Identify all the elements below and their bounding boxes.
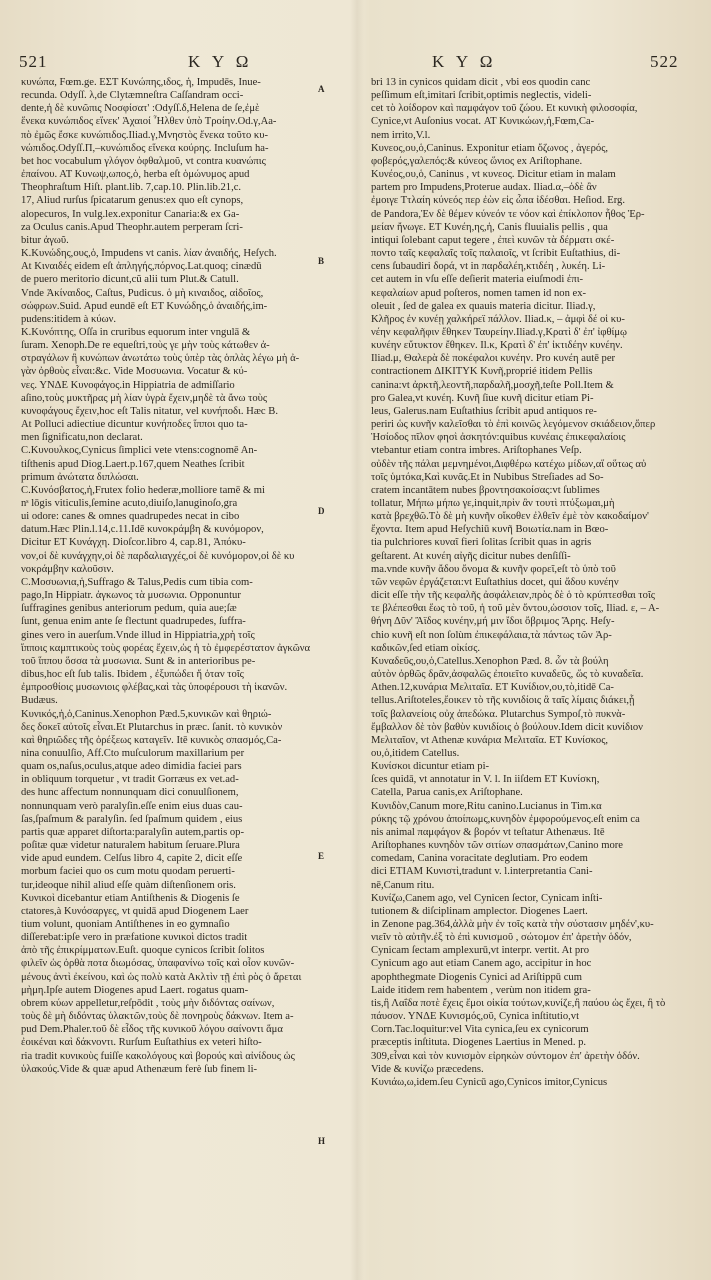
text-line: ma.vnde κυνῆν ἄδου ὄνομα & κυνῆν φορεῖ,eſt τὸ ὑπὸ τοῦ xyxy=(371,563,616,575)
text-line: νώπιδος.Odyſſ.Π,–κυνώπιδος εἵνεκα κούρης. Incluſum ha- xyxy=(21,142,269,154)
text-line: ctatores,à Κυνόσαργες, vt quidā apud Diogenem Laer xyxy=(21,905,249,917)
text-line: pud Dem.Phaler.τοῦ δὲ εἶδος τῆς κυνικοῦ λόγου σαίνοντι ἅμα xyxy=(21,1024,283,1036)
text-line: tium volunt, quoniam Antiſthenes in eo gymnaſio xyxy=(21,919,230,930)
text-line: αὐτὸν ὀρθῶς δρᾶν,ἀσφαλῶς ἐποιεῖτο κυναδεῦς, ὥς τὸ κυναδεῖα. xyxy=(371,669,644,681)
text-line: Cynice,vt Auſonius vocat. ΑΤ Κυνικώων,ἡ,Fœm,Ca- xyxy=(371,116,595,128)
text-line: τοῖς ὑμτόκα,Καὶ κυνᾶς.Et in Nubibus Streſiades ad So- xyxy=(371,471,604,483)
text-line: ἕνεκα κυνώπιδος εἵνεκ' Ἀχαιοί Ἦλθεν ὑπὸ Τροίην.Od.γ,Aa- xyxy=(21,116,277,128)
text-line: μείαν ἤνωγε. ΕΤ Κυνέη,ης,ἡ, Canis fluuialis pellis , qua xyxy=(371,221,608,233)
text-line: C.Μοσυωνια,ἡ,Suffrago & Talus,Pedis cum tibia com- xyxy=(21,576,253,588)
text-line: ἀπὸ τῆς ἐπικρίμματων.Euſt. quoque cynicos ſcribit ſolitos xyxy=(21,945,265,957)
text-line: bri 13 in cynicos quidam dicit , vbi eos quodin canc xyxy=(371,77,591,88)
margin-letter: E xyxy=(318,851,325,861)
text-line: chio κυνῆ eſt non ſolùm ἐπικεφάλαια,τὰ πάντως τῶν Ἀρ- xyxy=(371,629,612,641)
text-line: datum.Hæc Plin.l.14,c.11.Idē κυνοκράμβη & κυνόμορον, xyxy=(21,524,264,536)
text-line: At Polluci adiectiue dicuntur κυνήποδες ἵπποι quo ta- xyxy=(21,419,248,431)
text-line: Cynicum ago aut etiam Canem ago, accipitur in hoc xyxy=(371,958,592,970)
text-line: Vnde Ἀκίναιδος, Caſtus, Pudicus. ὁ μὴ κιναιδος, αἰδοῖος, xyxy=(21,287,264,299)
text-line: Ariſtophanes κυνηδὸν τῶν σιτίων σπασμάτων,Canino more xyxy=(371,840,623,852)
text-line: cet autem in vſu eſſe deſierit materia eiuſmodi ἐπι- xyxy=(371,274,584,286)
text-line: cratem incantātem nubes βροντησακοίσας:vt ſublimes xyxy=(371,484,600,496)
text-line: nem irrito,V.l. xyxy=(371,129,431,141)
text-line: 309,εἶναι καὶ τὸν κυνισμὸν εἰρηκὼν σύντομον ἐπ' ἀρετὴν ὁδόν. xyxy=(371,1050,640,1062)
text-line: tutionem & diſciplinam amplector. Diogenes Laert. xyxy=(371,905,588,917)
text-line: κεφαλαίων apud poſteros, nomen tamen id non ex- xyxy=(371,287,587,299)
text-line: οὐδὲν τῆς πάλαι μεμνημένοι,Διφθέρω κατέχω μίδων,αἵ οὕτως αὐ xyxy=(371,458,647,470)
text-line: νες. ΥΝΔΕ Κυνοφάγος.in Hippiatria de admiſſario xyxy=(21,379,235,391)
text-line: Corn.Tac.loquitur:vel Vita cynica,ſeu ex cynicorum xyxy=(371,1024,589,1036)
running-header xyxy=(0,52,711,76)
text-line: φιλεῖν ὡς ὀρθὰ ποτα διωμόσας, ὑπαφανίνω τοῖς καὶ οἷον κυνῶν- xyxy=(21,958,295,970)
margin-letters xyxy=(318,76,368,1266)
text-line: tiſthenis apud Diog.Laert.p.167,quem Neathes ſcribit xyxy=(21,458,245,470)
text-line: γὰν ὀρθοὺς εἶναι:&c. Vide Μοσυωνια. Vocatur & κύ- xyxy=(21,366,248,378)
text-line: aſino,τοὺς μυκτῆρας μὴ λίαν ὑγρὰ ἔχειν,μηδὲ τὰ ἄνω τοὺς xyxy=(21,392,268,404)
text-line: κατὰ βρεχθῶ.Τὸ δὲ μὴ κυνῆν οἴκοθεν ἐλθεῖν ἐμὲ τὸν κακοδαίμον' xyxy=(371,511,649,523)
text-line: canina:vt ἀρκτῆ,λεοντῆ,παρδαλῆ,μοσχῆ,teſte Poll.Item & xyxy=(371,379,614,391)
text-line: ſuram. Xenoph.De re equeſtri,τοὺς γε μὴν τοὺς κάτωθεν ἀ- xyxy=(21,340,270,352)
text-line: νοκράμβην καλοῦσιν. xyxy=(21,563,114,575)
text-line: bet hoc vocabulum γλόγον ὀφθαλμοῦ, vt contra κυανώπις xyxy=(21,155,266,167)
text-line: Laide itidem rem habentem , verùm non itidem gra- xyxy=(371,984,591,996)
text-line: Κυνίσκοι dicuntur etiam pi- xyxy=(371,761,490,773)
text-line: ρύκης τῷ χρόνου ἀποίπωμς,κυνηδὸν ἐμφορούμενος.eſt enim ca xyxy=(371,813,640,825)
text-line: 17, Aliud rurſus ſpicatarum genus:ex quo eſt cynops, xyxy=(21,195,244,207)
text-line: ſas,ſpaſmum & paralyſin. ſed ſpaſmum quidem , eius xyxy=(21,813,243,825)
page-number-right: 522 xyxy=(650,52,679,71)
text-line: pro Galea,vt κυνέη. Κυνῆ ſiue κυνῆ dicitur etiam Pi- xyxy=(371,392,594,404)
text-line: ὑλακούς.Vide & quæ apud Athenæum ferè ſub finem li- xyxy=(21,1063,258,1075)
text-line: κυνέην εὔτυκτον ἔθηκεν. Il.κ, Κρατὶ δ' ἐπ' ἰκτιδέην κυνέην. xyxy=(371,340,623,352)
text-line: νέην κεφαλῆφιν ἔθηκεν Ταυρείην.Iliad.γ,Κρατὶ δ' ἐπ' ἰφθίμῳ xyxy=(371,326,628,338)
running-headword-left: Κ Υ Ω xyxy=(188,52,253,71)
text-line: leus, Galerus.nam Euſtathius ſcribit apud antiquos re- xyxy=(371,405,597,417)
text-line: ſunt, genua enim ante ſe flectunt quadrupedes, ſuffra- xyxy=(21,616,246,628)
text-line: πὸ ἐμῶς ἔσκε κυνώπιδος.Iliad.γ,Μνηστὸς ἕνεκα τοῦτο κυ- xyxy=(21,129,269,141)
text-line: Ἡσίοδος πῖλον φησὶ ἀσκητόν:quibus κυνέαις ἐπικεφαλαίοις xyxy=(371,432,626,444)
text-line: nina conuulſio, Aff.Cto muſculorum maxillarium per xyxy=(21,747,245,759)
text-line: tia pulchriores κυναῖ fieri ſolitas ſcribit quas in agris xyxy=(371,537,592,549)
text-line: νον,οἱ δὲ κυνάγχην,οἱ δὲ παρδαλιαγχές,οἱ δὲ κυνόμορον,οἱ δὲ κυ xyxy=(21,550,295,562)
text-line: in obliquum torquetur , vt tradit Gorræus ex vet.ad- xyxy=(21,774,239,786)
text-line: bitur ἀγωῦ. xyxy=(21,234,69,246)
text-line: Κυνίζω,Canem ago, vel Cynicen ſector, Cynicam inſti- xyxy=(371,892,603,904)
text-line: Vide & κυνίζω præcedens. xyxy=(371,1063,484,1075)
text-line: φοβερός,γαλεπός:& κύνεος ὥνιος ex Ariſtophane. xyxy=(371,155,583,167)
text-line: At Κιναιδές eidem eſt ἀπληγής,πόρνος.Lat.quoq; cinædū xyxy=(21,261,262,273)
text-line: ἵπποις καμπτικοὺς τοὺς φορέας ἔχειν,ὡς ἡ τὸ ἐμφερέστατον ἀγκῶνα xyxy=(21,642,311,654)
margin-letter: D xyxy=(318,506,325,516)
text-line: ria tradit κυνικοὺς fuiſſe κακολόγους καὶ βορούς καὶ αἰνίδους ὡς xyxy=(21,1050,295,1062)
text-line: quam os,naſus,oculus,atque adeo dimidia faciei pars xyxy=(21,761,242,773)
text-line: ui odore: canes & omnes quadrupedes necat in cibo xyxy=(21,511,240,523)
text-line: Κ.Κυνώδης,ους,ὁ, Impudens vt canis. λίαν ἀναιδής, Heſych. xyxy=(21,248,277,260)
text-line: ἐμοιγε Ττλαίη κύνεός περ ἐὼν εἰς ὦπα ἰδέσθαι. Heſiod. Erg. xyxy=(371,195,626,207)
text-line: πάυσον. ΥΝΔΕ Κυνισμός,οῦ, Cynica inſtitutio,vt xyxy=(371,1011,580,1023)
text-line: geſtarent. At κυνέη αἰγῆς dicitur nubes denſiſſi- xyxy=(371,550,571,562)
margin-letter: B xyxy=(318,256,325,266)
text-line: partem pro Impudens,Proterue audax. Iliad.α,–ὁδὲ ἂν xyxy=(371,182,597,194)
text-line: Κυναδεῦς,ου,ὁ,Catellus.Xenophon Pæd. 8. ὧν τὰ βούλη xyxy=(371,655,609,667)
text-line: Athen.12,κυνάρια Μελιταῖα. ΕΤ Κυνίδιον,ου,τὸ,itidē Ca- xyxy=(371,682,614,694)
text-line: apophthegmate Diogenis Cynici ad Ariſtippū cum xyxy=(371,971,582,983)
text-line: cens ſubaudiri δορά, vt in παρδαλέη,κτιδέη , λυκέη. Li- xyxy=(371,261,606,273)
text-line: peſſimum eſt,imitari ſcribit,optimis neglectis, videli- xyxy=(371,90,592,102)
text-line: ου,ὁ,itidem Catellus. xyxy=(371,747,460,759)
text-line: τε βλέπεσθαι ἕως τὸ τοῦ, ἡ τοῦ μὲν ὄντου,ὡσσιον τοῖς, Iliad. ε, – Α- xyxy=(371,603,660,615)
text-line: ſces quidā, vt annotatur in V. l. In iiſdem ΕΤ Κυνίσκη, xyxy=(371,774,600,786)
text-line: tis,ἢ Λαΐδα ποτὲ ἔχεις ἔμοι οἰκία τούτων,κυνίζε,ἢ παύου ὡς ἔχει, ἢ τὸ xyxy=(371,997,666,1009)
margin-letter: A xyxy=(318,84,325,94)
text-line: Budæus. xyxy=(21,695,58,707)
text-line: καὶ θηριῶδες τῆς ὀρέξεως καταγεῖν. Itē κυνικὸς σπασμός,Ca- xyxy=(21,734,282,746)
text-line: κυνώπα, Fœm.ge. ΕΣΤ Κυνώπης,ιδος, ἡ, Impudēs, Inue- xyxy=(21,77,261,88)
text-line: oleuit , ſed de galea ex quauis materia dicitur. Iliad.γ, xyxy=(371,300,596,312)
text-line: ἔχοντα. Item apud Heſychiū κυνῆ Βοιωτία.nam in Bœo- xyxy=(371,524,609,536)
text-line: dente,ἡ δὲ κυνῶπις Νοσφίσατ' :Odyſſ.δ,Helena de ſe,ἐμὲ xyxy=(21,103,260,115)
text-line: Μελιταῖον, vt Athenæ κυνάρια Μελιταῖα. ΕΤ Κυνίσκος, xyxy=(371,734,609,746)
text-line: morbum faciei quo os cum motu quodam peruerti- xyxy=(21,866,235,878)
text-line: τοῦ ἵππου ὅσσα τὰ μυσωνια. Sunt & in anterioribus pe- xyxy=(21,655,256,667)
text-line: τοὺς δὲ μὴ διδόντας ὑλακτῶν,τοὺς δὲ πονηροὺς δάκνων. Item a- xyxy=(21,1011,294,1023)
text-line: Κυνέος,ου,ὁ, Caninus , vt κυνεος. Dicitur etiam in malam xyxy=(371,169,616,181)
right-column xyxy=(371,76,667,1266)
text-line: nˢ lōgis viticulis,ſemine acuto,diuiſo,lanuginoſo,gra xyxy=(21,498,238,509)
text-line: μὴμη.Ipſe autem Diogenes apud Laert. rogatus quam- xyxy=(21,984,249,996)
text-line: C.Κυνόσβατος,ἡ,Frutex folio hederæ,molliore tamē & mi xyxy=(21,484,265,496)
text-line: nonnunquam verò paralyſin.eſſe enim eius duas cau- xyxy=(21,800,243,812)
text-line: intiqui ſolebant caput tegere , ἐπεὶ κυνῶν τὰ δέρματι σκέ- xyxy=(371,234,615,246)
text-line: νιεῖν τὸ αὐτῆν.ἐξ τὸ ἐπὶ κυνισμοῦ , σώτομον ἐπ' ἀρετὴν ὁδόν, xyxy=(371,932,632,944)
text-line: men ſignificatu,non declarat. xyxy=(21,432,143,444)
text-line: dibus,hoc eſt ſub talis. Ibidem , ἐξυπώδει ἥ ὁταν τοῖς xyxy=(21,669,244,681)
text-line: de puero meritorio dicunt,cũ alii tum Plut.& Catull. xyxy=(21,274,239,286)
text-line: periri ὡς κυνῆν καλεῖσθαι τὸ ἐπὶ κοινῶς λεγόμενον σκιάδειον,ὅπερ xyxy=(371,419,656,431)
text-line: præceptis inſtituta. Diogenes Laertius in Mened. p. xyxy=(371,1037,587,1049)
text-line: de Pandora,Ἐν δὲ θέμεν κύνεόν τε νόον καὶ ἐπίκλοπον ἦθος Ἑρ- xyxy=(371,208,645,220)
text-line: ἔμβαλλον δὲ τὸν βαθὺν κυνιδίοις ὁ βούλουν.Idem dicit κυνίδιον xyxy=(371,721,643,733)
text-line: pago,In Hippiatr. ἀγκωνος τὰ μυσωνια. Opponuntur xyxy=(21,590,241,602)
text-line: alopecuros, In vulg.lex.exponitur Canaria:& ex Ga- xyxy=(21,208,240,220)
text-line: diſſerebat:ipſe vero in præfatione κυνικοὶ dictos tradit xyxy=(21,932,248,944)
text-line: nis animal παμφάγον & βορόν vt teſtatur Athenæus. Itē xyxy=(371,826,605,838)
text-line: ποντο ταῖς κεφαλαῖς τοῖς παλαιοῖς, vt ſcribit Euſtathius, di- xyxy=(371,248,621,260)
left-column xyxy=(21,76,317,1266)
text-line: στραγάλων ἢ κυνώπων ἀνωτάτω τοὺς ὑπὲρ τὰς ὁπλὰς λέγω μὴ ἀ- xyxy=(21,353,300,365)
text-line: dicit eſſe τὴν τῆς κεφαλῆς ἀσφάλειαν,πρὸς δὲ ὁ τὸ κρύπτεσθαι τοῖς xyxy=(371,590,655,602)
text-line: ſuffragines genibus anteriorum pedum, quia aue;ſæ xyxy=(21,603,237,615)
text-line: vtebantur etiam contra imbres. Ariſtophanes Veſp. xyxy=(371,445,582,457)
text-line: τοῖς βαλανείοις οὐχ ἀπεδώκα. Plutarchus Sympoſ,τὸ πυκνὰ- xyxy=(371,708,626,720)
text-line: Dicitur ΕΤ Κυνάγχη. Dioſcor.libro 4, cap.81, Ἀπόκυ- xyxy=(21,537,246,549)
text-line: vide apud eundem. Celſus libro 4, capite 2, dicit eſſe xyxy=(21,853,243,865)
text-line: dici ΕΤΙΑΜ Κυνιστὶ,tradunt v. l.interpretantia Cani- xyxy=(371,866,593,878)
margin-letter: H xyxy=(318,1136,326,1146)
text-line: tollatur, Μήπω μήπω γε,inquit,πρὶν ἂν τουτὶ πτύξωμαι,μὴ xyxy=(371,498,615,509)
text-line: Κυνιδὸν,Canum more,Ritu canino.Lucianus in Tim.κα xyxy=(371,800,602,812)
text-line: tellus.Ariſtoteles,ἔοικεν τὸ τῆς κυνιδίοις ἃ ταῖς λίμαις διάκει,ᾗ xyxy=(371,695,635,707)
text-line: Cynicam ſectam amplexurū,vt interpr. vertit. At pro xyxy=(371,945,589,957)
text-line: Theophraſtum Hiſt. plant.lib. 7,cap.10. Plin.lib.21,c. xyxy=(21,182,242,194)
text-line: Catella, Parua canis,ex Ariſtophane. xyxy=(371,787,523,799)
text-line: za Oculus canis.Apud Theophr.autem perperam ſcri- xyxy=(21,221,243,233)
text-line: recunda. Odyſſ. λ,de Clytæmneſtra Caſſandram occi- xyxy=(21,90,244,102)
text-line: contractionem ΔΙΚΙΤΥΚ Κυνῆ,proprié itidem Pellis xyxy=(371,366,593,378)
text-line: ἐμπροσθίοις μυσωνιοις φλέβας,καὶ τὰς ὑποφέρουσι τὴ ἱκανῶν. xyxy=(21,682,288,694)
page-number-left: 521 xyxy=(19,52,48,71)
text-line: Κυνικοὶ dicebantur etiam Antiſthenis & Diogenis ſe xyxy=(21,892,240,904)
text-line: in Zenone pag.364,ἀλλὰ μὴν ἐν τοῖς κατὰ τὴν σύστασιν μηδέν',κυ- xyxy=(371,919,654,930)
text-line: Κ.Κυνόπτης, Oſſa in cruribus equorum inter vngulā & xyxy=(21,326,251,338)
text-line: des hunc affectum nonnunquam dici conuulſionem, xyxy=(21,787,239,799)
text-line: ἐπαίνου. ΑΤ Κυνωψ,ωπος,ὁ, herba eſt ὁμώνυμος apud xyxy=(21,169,250,181)
text-line: C.Κυνουλκος,Cynicus ſimplici vete vtens:cognomē An- xyxy=(21,445,258,457)
text-line: pudens:itidem à κύων. xyxy=(21,313,117,325)
text-line: Κυνικός,ἡ,ὁ,Caninus.Xenophon Pæd.5,κυνικῶν καὶ θηριώ- xyxy=(21,708,272,720)
text-line: δες δοκεῖ αὐτοῖς εἶναι.Et Plutarchus in præc. ſanit. τὸ κυνικὸν xyxy=(21,721,283,733)
text-line: κυνοφάγους ἔχειν,hoc eſt Talis nitatur, vel κυνήποδι. Hæc B. xyxy=(21,405,278,417)
text-line: καδικῶν,ſed etiam οἰκίσς. xyxy=(371,642,481,654)
text-line: gines vero in auerſum.Vnde illud in Hippiatria,χρὴ τοῖς xyxy=(21,629,255,641)
text-line: σώφρων.Suid. Apud eundē eſt ΕΤ Κυνώδης,ὁ ἀναιδής,im- xyxy=(21,300,268,312)
text-line: Iliad.μ, Θαλερὰ δὲ ποκέφαλοι κυνέην. Pro κυνέη autē per xyxy=(371,353,616,365)
text-line: μένους ἀντὶ ἐκείνου, καὶ ὡς πολὺ κατὰ Ακλτὶν τῇ ἐπὶ ρὸς ὁ ἄρεται xyxy=(21,971,302,983)
text-line: comedam, Canina voracitate deglutiam. Pro eodem xyxy=(371,853,588,865)
text-line: cet τὸ λοίδορον καὶ παμφάγον τοῦ ζώου. Et κυνικὴ φιλοσοφία, xyxy=(371,103,638,115)
text-line: ἐοικέναι καὶ δάκνοντι. Rurſum Euſtathius ex veteri hiſto- xyxy=(21,1037,262,1049)
text-line: partis quæ apparet diſtorta:paralyſin autem,partis op- xyxy=(21,826,244,838)
text-line: Κυνεος,ου,ὁ,Caninus. Exponitur etiam ὄζωνος , ἀγερός, xyxy=(371,142,609,154)
text-line: primum ἀνώτατα διπλώσαι. xyxy=(21,471,139,483)
text-line: Κυνιάω,ω,idem.ſeu Cynicū ago,Cynicos imitor,Cynicus xyxy=(371,1076,608,1088)
text-line: tur,ideoque nihil aliud eſſe quàm diſtenſionem oris. xyxy=(21,879,236,891)
running-headword-right: Κ Υ Ω xyxy=(432,52,497,71)
text-line: τῶν νεφῶν ἐργάζεται:vt Euſtathius docet, qui ἄδου κυνέην xyxy=(371,576,619,588)
text-line: Κλῆρος ἐν κυνέῃ χαλκήρεϊ πάλλον. Iliad.κ, – ἀμφὶ δέ οἱ κυ- xyxy=(371,313,625,325)
text-line: θήνη Δῦν' Ἄϊδος κυνέην,μή μιν ἴδοι ὄβριμος Ἄρης. Heſy- xyxy=(371,616,615,628)
text-line: poſitæ quæ videtur naturalem habitum ſeruare.Plura xyxy=(21,840,240,852)
text-line: nē,Canum ritu. xyxy=(371,879,435,891)
text-line: obrem κύων appelletur,reſpōdit , τοὺς μὴν διδόντας σαίνων, xyxy=(21,997,275,1009)
